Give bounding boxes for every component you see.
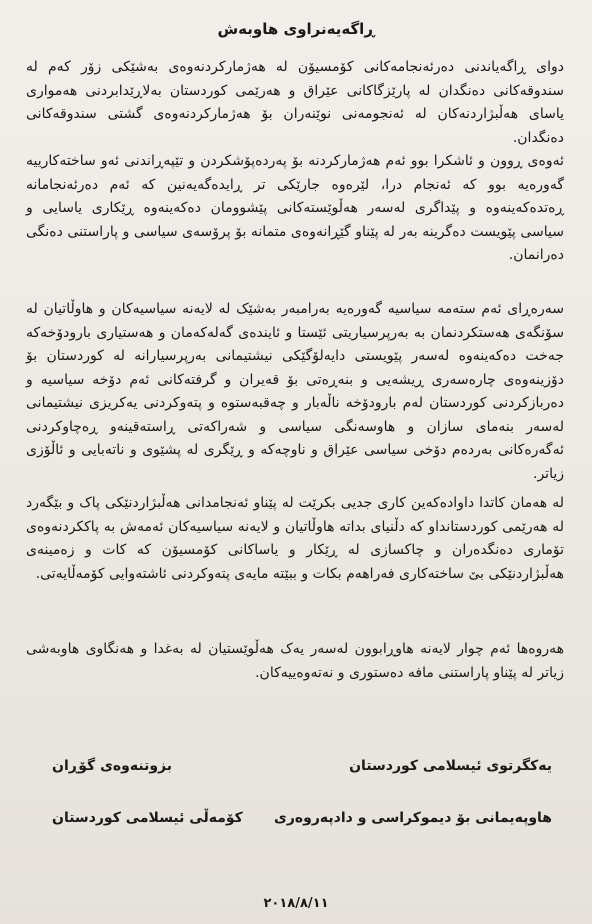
- document-date: ٢٠١٨/٨/١١: [263, 896, 329, 911]
- document-title: ڕاگەیەنراوی هاوبەش: [217, 20, 375, 38]
- paragraph-5: هەروەها ئەم چوار لایەنە هاوڕابوون لەسەر یەک هەڵوێستیان لە بەغدا و هەنگاوی هاوبەشی زیاتر لە پێناو پاراستنی مافە دەستوری و نەتەوەییەکان.: [26, 641, 564, 681]
- paragraph-3: سەرەڕای ئەم ستەمە سیاسیە گەورەیە بەرامبەر بەشێک لە لایەنە سیاسیەکان و هاوڵاتیان لە سۆنگەی هەستکردنمان بە بەرپرسیاریتی ئێستا و ئایندەی گەلەکەمان و هەستیاری بارودۆخەکە جەخت دەکەینەوە لەسەر پێویستی دایەلۆگێکی نیشتیمانی بەرپرسیارانە لە کوردستان بۆ دۆزینەوەی چارەسەری ڕیشەیی و بنەڕەتی بۆ قەیران و گرفتەکانی ئەم دۆخە سیاسیە و دەربازکردنی کوردستان لەم بارودۆخە ناڵەبار و چەقبەستوە و پتەوکردنی یەکریزی نیشتیمانی لەسەر بنەمای سازان و هاوسەنگی سیاسی و شەراکەتی ڕاستەقینەو ڕەچاوکردنی ئەگەرەکانی بەردەم دۆخی سیاسی عێراق و ناوچەکە و ڕێگری لە پشێوی و ناتەبایی و ئاڵۆزی زیاتر.: [26, 301, 564, 482]
- paragraph-4: لە هەمان کاتدا داوادەکەین کاری جدیی بکرێت لە پێناو ئەنجامدانی هەڵبژاردنێکی پاک و بێگەرد لە هەرێمی کوردستانداو کە دڵنیای بداتە هاوڵاتیان و لایەنە سیاسیەکان ئەمەش بە پاککردنەوەی تۆماری دەنگدەران و چاکسازی لە ڕێکار و یاساکانی کۆمسیۆن کە کات و زەمینەی هەڵبژاردنێکی بێ ساختەکاری فەراهەم بکات و ببێتە مایەی پتەوکردنی ئاشتەوایی کۆمەڵایەتی.: [26, 495, 564, 582]
- paragraph-1: دوای ڕاگەیاندنی دەرئەنجامەکانی کۆمسیۆن لە هەژمارکردنەوەی بەشێکی زۆر کەم لە سندوقەکانی دەنگدان لە پارێزگاکانی عێراق و هەرێمی کوردستان بەلاڕێدابردنی هەمواری یاسای هەڵبژاردنەکان لە ئەنجومەنی نوێنەران بۆ هەژمارکردنەوەی گشتی سندوقەکانی دەنگدان.: [26, 59, 564, 146]
- paragraph-2: ئەوەی ڕوون و ئاشکرا بوو ئەم هەژمارکردنە بۆ پەردەپۆشکردن و تێپەڕاندنی ئەو ساختەکارییە گەورەیە بوو کە ئەنجام درا، لێرەوە جارێکی تر ڕایدەگەیەنین کە ئەم دەرئەنجامانە ڕەتدەکەینەوە و پێداگری لەسەر هەڵوێستەکانی پێشوومان دەکەینەوە ڕێکاری یاسایی و سیاسی پێویست دەگرینە بەر لە پێناو گێڕانەوەی متمانە بۆ پرۆسەی سیاسی و پاراستنی دەنگی دەرانمان.: [26, 153, 564, 263]
- signatory-gorran-movement: بزوتنەوەی گۆڕان: [52, 758, 173, 774]
- signatory-kurdistan-islamic-union: یەکگرتوی ئیسلامی کوردستان: [349, 758, 552, 774]
- signatory-coalition-for-democracy-and-justice: هاوپەیمانی بۆ دیموکراسی و دادپەروەری: [274, 810, 552, 826]
- signatory-kurdistan-islamic-group: کۆمەڵی ئیسلامی کوردستان: [52, 810, 243, 826]
